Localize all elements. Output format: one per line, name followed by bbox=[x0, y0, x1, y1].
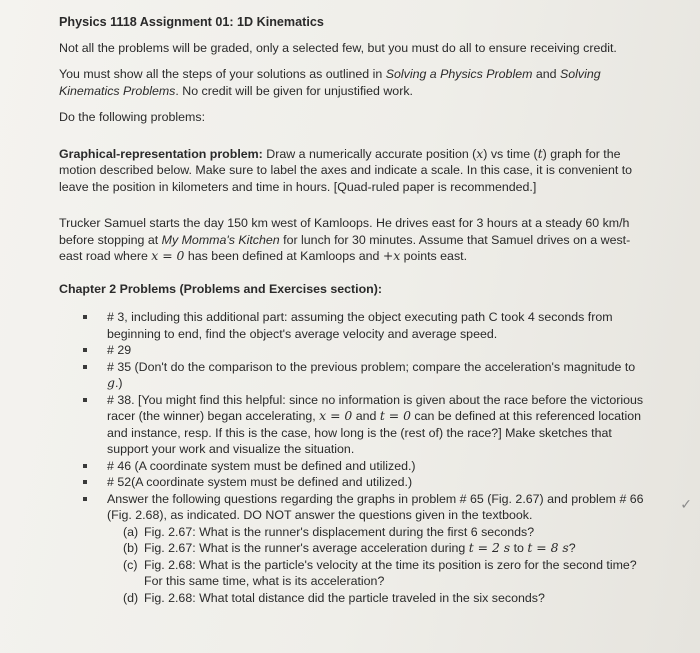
intro-do: Do the following problems: bbox=[59, 110, 206, 124]
sub-question: (c) Fig. 2.68: What is the particle's velocity at the time its position is zero for the second time? For this same time, what is its acceleration? bbox=[123, 557, 637, 588]
list-item: Answer the following questions regarding the graphs in problem # 65 (Fig. 2.67) and problem # 66 (Fig. 2.68), as indicated. DO NOT answer the questions given in the textbook. (a) Fig. 2.67: What is the runner's displacement during the first 6 seconds? (b) Fig. 2.67: What is the runner's average acceleration during t = 2 s to t = 8 s? (c) Fig. 2.68: What is the particle's velocity at the time its position is zero for the second time? For this same time, what is its acceleration? (d) Fig. 2.68: What total distance did the particle traveled in the six seconds? bbox=[83, 491, 644, 607]
sub-question: (b) Fig. 2.67: What is the runner's average acceleration during t = 2 s to t = 8 s? bbox=[123, 540, 576, 555]
list-item: # 3, including this additional part: assuming the object executing path C took 4 seconds from beginning to end, find the object's average velocity and average speed. bbox=[83, 309, 644, 342]
graphical-problem: Graphical-representation problem: Draw a numerically accurate position (x) vs time (t) graph for the motion described below. Make sure to label the axes and indicate a scale. In this case, it is convenient to leave the position in kilometers and time in hours. [Quad-ruled paper is recommended.] bbox=[59, 145, 633, 194]
bullet-icon bbox=[83, 365, 87, 369]
page-title: Physics 1118 Assignment 01: 1D Kinematics bbox=[59, 15, 324, 29]
list-item: # 29 bbox=[83, 342, 644, 359]
bullet-icon bbox=[83, 464, 87, 468]
ref-solving-physics: Solving a Physics Problem bbox=[385, 67, 533, 81]
bullet-icon bbox=[83, 315, 87, 319]
chapter-heading: Chapter 2 Problems (Problems and Exercises section): bbox=[59, 281, 382, 296]
sub-question: (a) Fig. 2.67: What is the runner's displacement during the first 6 seconds? bbox=[123, 524, 535, 539]
list-item: # 52(A coordinate system must be defined and utilized.) bbox=[83, 474, 644, 491]
intro-credit: Not all the problems will be graded, only a selected few, but you must do all to ensure receiving credit. bbox=[59, 40, 617, 55]
assignment-content bbox=[59, 14, 644, 606]
list-item: # 35 (Don't do the comparison to the previous problem; compare the acceleration's magnitude to g.) bbox=[83, 359, 644, 392]
list-item: # 38. [You might find this helpful: since no information is given about the race before the victorious racer (the winner) began accelerating, x = 0 and t = 0 can be defined at this referenced location and instance, resp. If this is the case, how long is the (rest of) the race?] Make sketches that support your work and visualize the situation. bbox=[83, 392, 644, 458]
ref-solving-kinematics: Solving Kinematics Problems bbox=[59, 67, 601, 98]
sub-question-list bbox=[107, 524, 644, 607]
bullet-icon bbox=[83, 348, 87, 352]
intro-steps: You must show all the steps of your solutions as outlined in Solving a Physics Problem and Solving Kinematics Problems. No credit will be given for unjustified work. bbox=[59, 67, 601, 98]
bullet-icon bbox=[83, 398, 87, 402]
sub-question: (d) Fig. 2.68: What total distance did the particle traveled in the six seconds? bbox=[123, 590, 545, 605]
problem-list bbox=[59, 309, 644, 606]
bullet-icon bbox=[83, 480, 87, 484]
pen-mark-icon: ✓ bbox=[680, 496, 692, 512]
graphical-heading: Graphical-representation problem: bbox=[59, 146, 263, 161]
bullet-icon bbox=[83, 497, 87, 501]
trucker-problem: Trucker Samuel starts the day 150 km west of Kamloops. He drives east for 3 hours at a steady 60 km/h before stopping at My Momma's Kitchen for lunch for 30 minutes. Assume that Samuel drives on a west-east road where x = 0 has been defined at Kamloops and +x points east. bbox=[59, 216, 631, 263]
list-item: # 46 (A coordinate system must be defined and utilized.) bbox=[83, 458, 644, 475]
